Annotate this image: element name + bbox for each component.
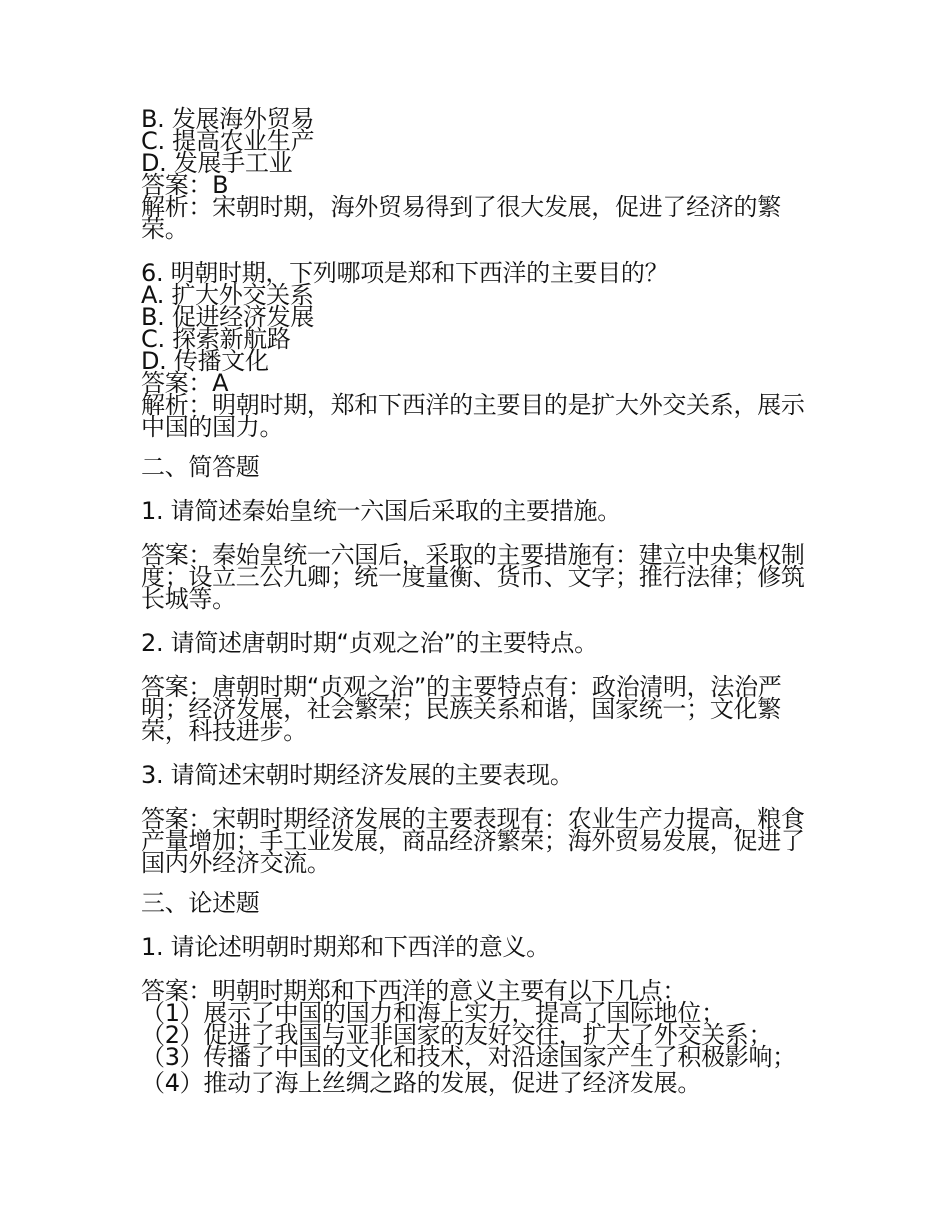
question-text: 1. 请论述明朝时期郑和下西洋的意义。 (141, 933, 550, 961)
essay-question-1 (141, 932, 813, 1098)
option-c: C. 提高农业生产 (141, 127, 315, 155)
question-text: 6. 明朝时期，下列哪项是郑和下西洋的主要目的？ (141, 259, 669, 287)
answer: 答案：秦始皇统一六国后，采取的主要措施有：建立中央集权制度；设立三公九卿；统一度量衡、货币、文字；推行法律；修筑长城等。 (141, 541, 805, 613)
section-title-short-answer: 二、简答题 (141, 453, 260, 481)
answer: 答案：A (141, 369, 229, 397)
answer: 答案：宋朝时期经济发展的主要表现有：农业生产力提高，粮食产量增加；手工业发展，商品经济繁荣；海外贸易发展，促进了国内外经济交流。 (141, 805, 805, 877)
option-b: B. 促进经济发展 (141, 303, 315, 331)
analysis: 解析：宋朝时期，海外贸易得到了很大发展，促进了经济的繁荣。 (141, 193, 781, 243)
question-text: 3. 请简述宋朝时期经济发展的主要表现。 (141, 761, 574, 789)
answer-point-3: （3）传播了中国的文化和技术，对沿途国家产生了积极影响； (141, 1043, 796, 1071)
document-page (141, 105, 813, 1098)
answer-point-2: （2）促进了我国与亚非国家的友好交往，扩大了外交关系； (141, 1021, 773, 1049)
mc-question-6 (141, 259, 813, 441)
question-text: 1. 请简述秦始皇统一六国后采取的主要措施。 (141, 497, 621, 525)
answer-intro: 答案：明朝时期郑和下西洋的意义主要有以下几点： (141, 977, 687, 1005)
short-answer-1 (141, 496, 813, 613)
mc-question-5-tail (141, 105, 813, 243)
section-title-essay: 三、论述题 (141, 889, 260, 917)
option-c: C. 探索新航路 (141, 325, 291, 353)
answer: 答案：B (141, 171, 229, 199)
answer: 答案：唐朝时期“贞观之治”的主要特点有：政治清明，法治严明；经济发展，社会繁荣；民族关系和谐，国家统一；文化繁荣，科技进步。 (141, 673, 782, 745)
option-b: B. 发展海外贸易 (141, 105, 315, 133)
option-a: A. 扩大外交关系 (141, 281, 314, 309)
question-text: 2. 请简述唐朝时期“贞观之治”的主要特点。 (141, 629, 598, 657)
option-d: D. 传播文化 (141, 347, 269, 375)
short-answer-2 (141, 628, 813, 745)
short-answer-3 (141, 760, 813, 877)
answer-point-1: （1）展示了中国的国力和海上实力，提高了国际地位； (141, 999, 725, 1027)
answer-point-4: （4）推动了海上丝绸之路的发展，促进了经济发展。 (141, 1069, 702, 1097)
option-d: D. 发展手工业 (141, 149, 293, 177)
analysis: 解析：明朝时期，郑和下西洋的主要目的是扩大外交关系，展示中国的国力。 (141, 391, 805, 441)
